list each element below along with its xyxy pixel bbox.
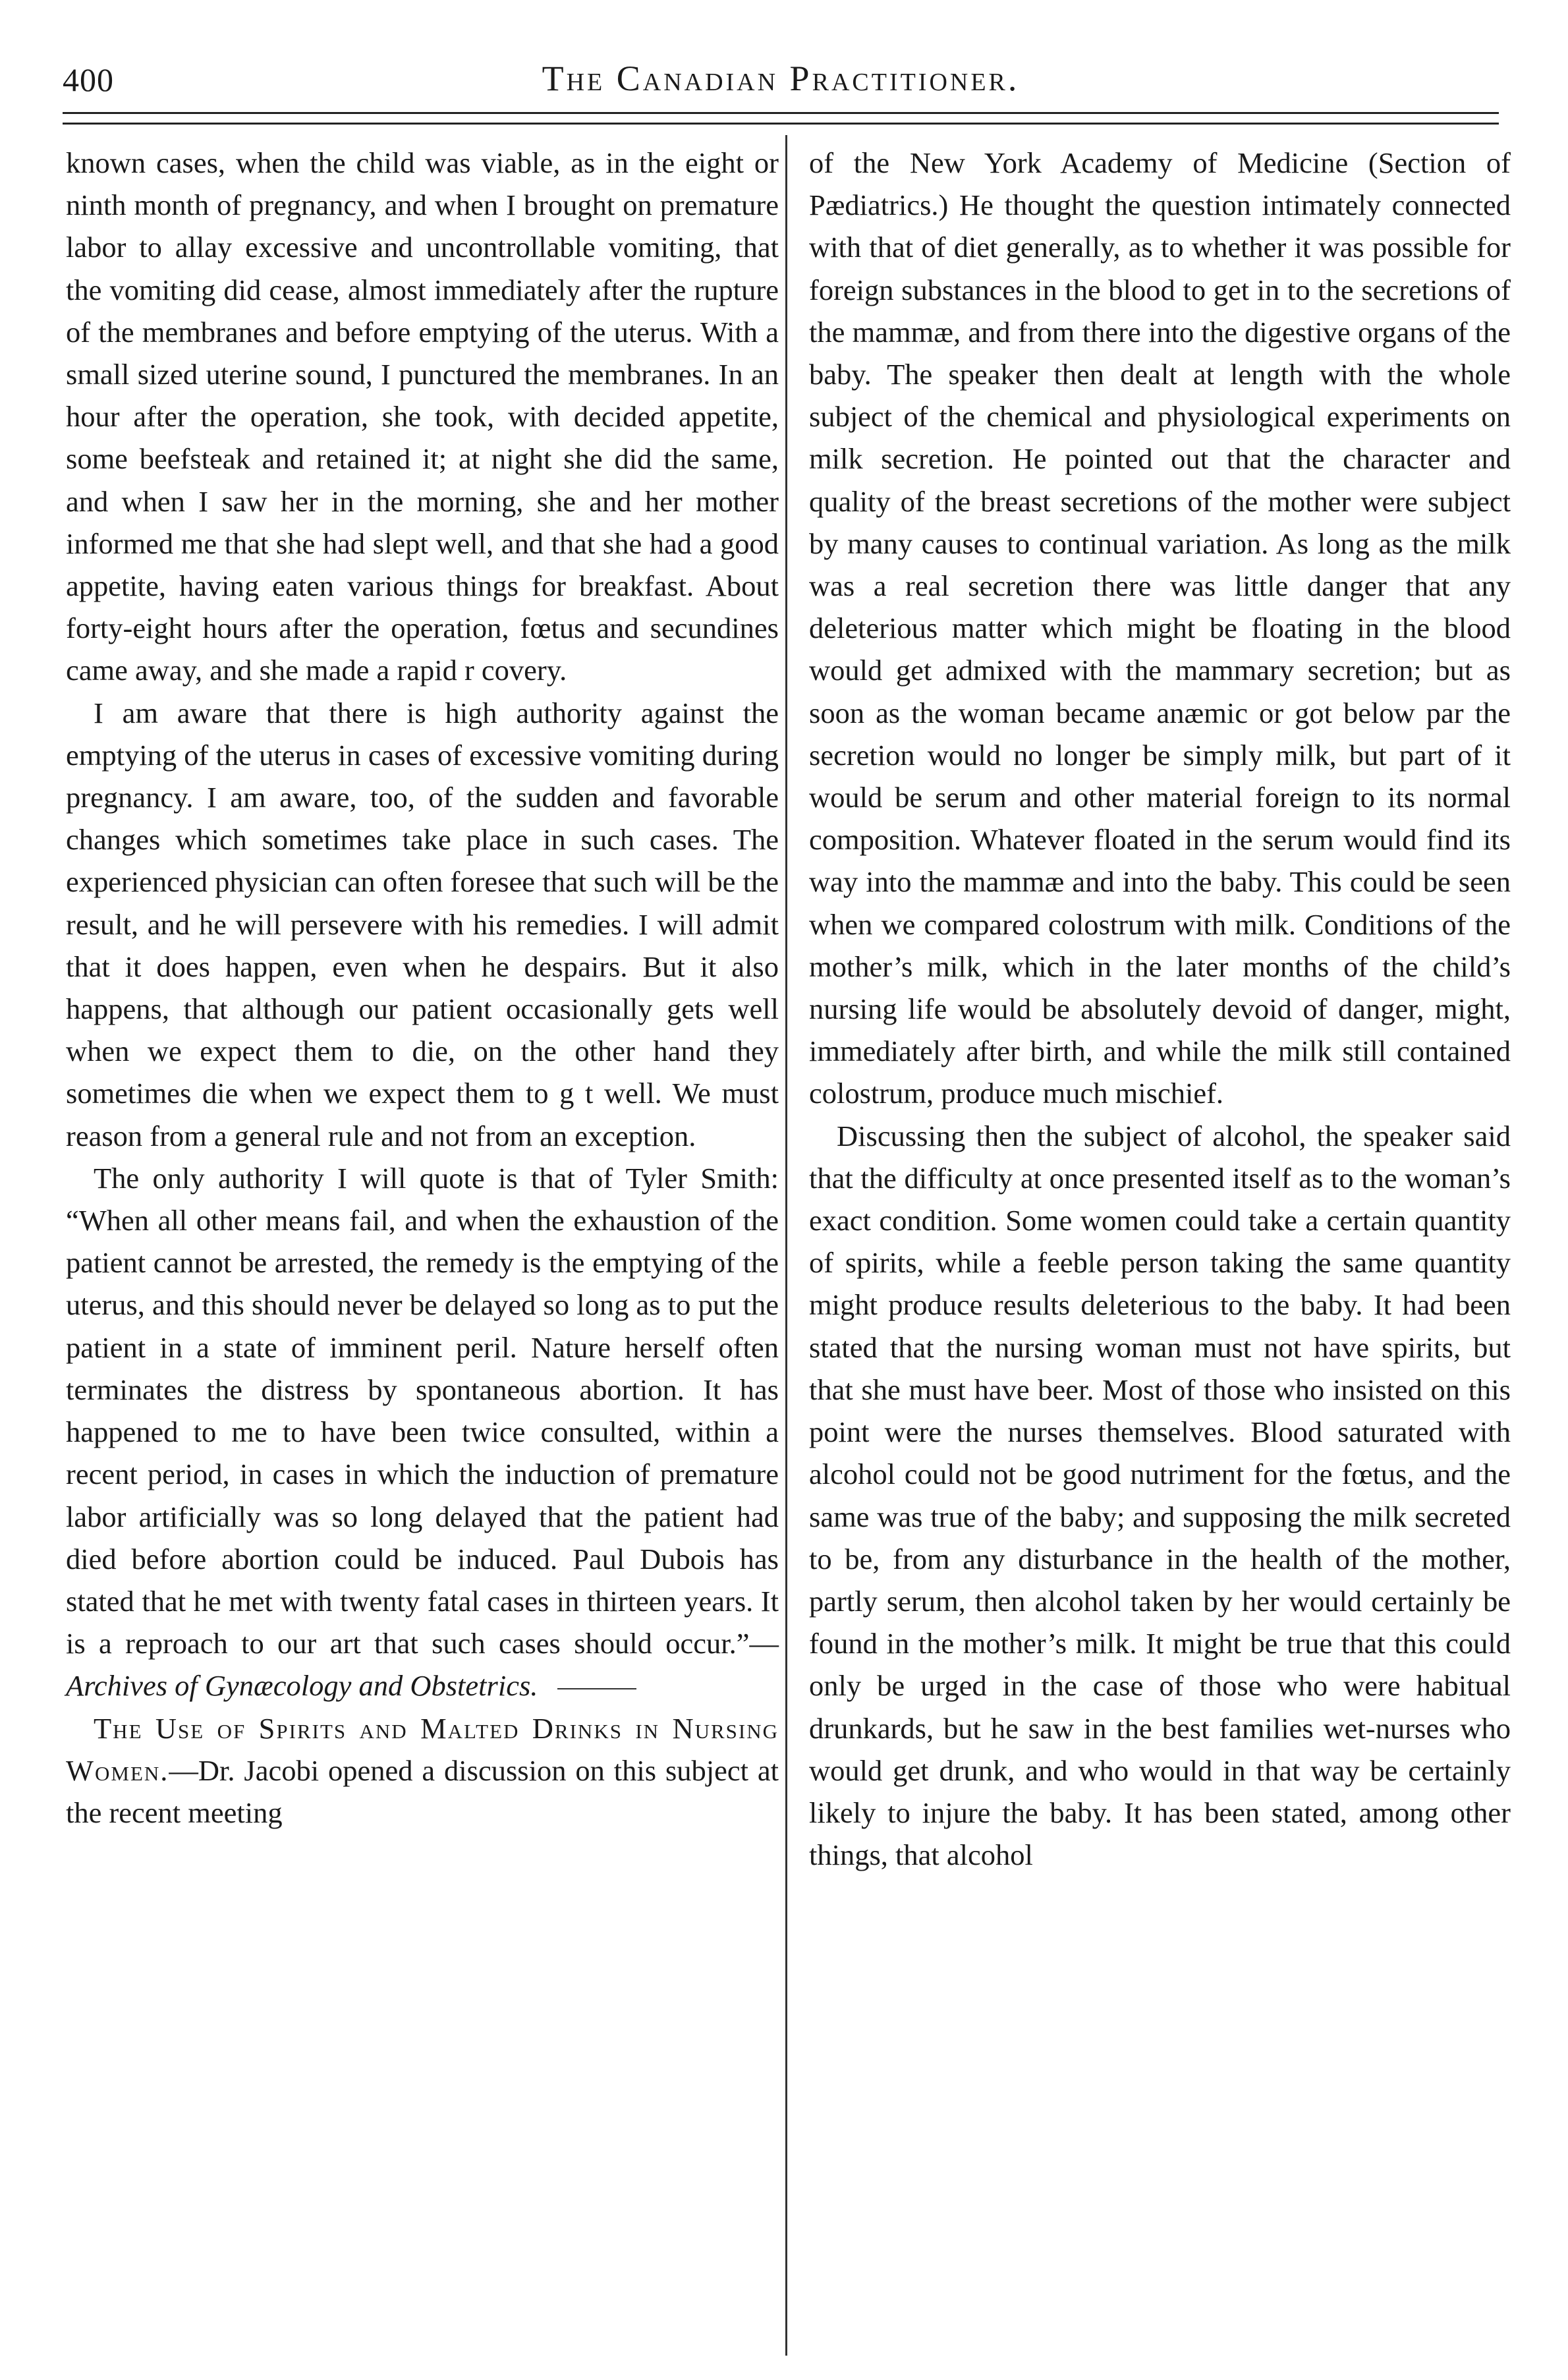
section-opening-text: —Dr. Jacobi opened a discussion on this subject at the recent meeting [66,1753,779,1829]
left-paragraph-1: known cases, when the child was viable, as in the eight or ninth month of pregnancy, and when I brought on premature labor to allay excessive and uncontrollable vomiting, that the vomiting did cease, almost immediately after the rupture of the membranes and before emptying of the uterus. With a small sized uterine sound, I punctured the membranes. In an hour after the operation, she took, with decided appetite, some beefsteak and retained it; at night she did the same, and when I saw her in the morning, she and her mother informed me that she had slept well, and that she had a good appetite, having eaten various things for breakfast. About forty-eight hours after the operation, fœtus and secundines came away, and she made a rapid r covery. [66,146,779,687]
left-paragraph-3 [66,1157,779,1707]
section-heading: The Use of Spirits and Malted Drinks in Nursing Women. [66,1711,779,1787]
page-number: 400 [63,61,114,98]
right-paragraph-2: Discussing then the subject of alcohol, the speaker said that the difficulty at once presented itself as to the woman’s exact condition. Some women could take a certain quantity of spirits, while a feeble person taking the same quantity might produce results deleterious to the baby. It had been stated that the nursing woman must not have spirits, but that she must have beer. Most of those who insisted on this point were the nurses themselves. Blood saturated with alcohol could not be good nutriment for the fœtus, and the same was true of the baby; and supposing the milk secreted to be, from any disturbance in the health of the mother, partly serum, then alcohol taken by her would certainly be found in the mother’s milk. It might be true that this could only be urged in the case of those who were habitual drunkards, but he saw in the best families wet-nurses who would get drunk, and who would in that way be certainly likely to injure the baby. It has been stated, among other things, that alcohol [809,1119,1511,1872]
section-separator [557,1688,636,1689]
quote-text: The only authority I will quote is that of Tyler Smith: “When all other means fail, and when the exhaustion of the patient cannot be arrested, the remedy is the emptying of the uterus, and this should never be delayed so long as to put the patient in a state of imminent peril. Nature herself often terminates the distress by spontaneous abortion. It has happened to me to have been twice consulted, within a recent period, in cases in which the induction of premature labor artificially was so long delayed that the patient had died before abortion could be induced. Paul Dubois has stated that he met with twenty fatal cases in thirteen years. It is a reproach to our art that such cases should occur.”— [66,1161,779,1660]
left-paragraph-4 [66,1707,779,1834]
quote-citation: Archives of Gynæcology and Obstetrics. [66,1669,538,1703]
left-paragraph-2: I am aware that there is high authority against the emptying of the uterus in cases of excessive vomiting during pregnancy. I am aware, too, of the sudden and favorable changes which sometimes take place in such cases. The experienced physician can often foresee that such will be the result, and he will persevere with his remedies. I will admit that it does happen, even when he despairs. But it also happens, that although our patient occasionally gets well when we expect them to die, on the other hand they sometimes die when we expect them to g t well. We must reason from a general rule and not from an exception. [66,696,779,1152]
running-title: The Canadian Practitioner. [542,59,1020,98]
column-divider [785,135,787,2356]
header-rule-top [63,112,1499,114]
left-column [66,142,779,1834]
page-header [63,40,1499,112]
right-column [809,142,1511,1876]
right-paragraph-1: of the New York Academy of Medicine (Section of Pædiatrics.) He thought the question intimately connected with that of diet generally, as to whether it was possible for foreign substances in the blood to get in to the secretions of the mammæ, and from there into the digestive organs of the baby. The speaker then dealt at length with the whole subject of the chemical and physiological experiments on milk secretion. He pointed out that the character and quality of the breast secretions of the mother were subject by many causes to continual variation. As long as the milk was a real secretion there was little danger that any deleterious matter which might be floating in the blood would get admixed with the mammary secretion; but as soon as the woman became anæmic or got below par the secretion would no longer be simply milk, but part of it would be serum and other material foreign to its normal composition. Whatever floated in the serum would find its way into the mammæ and into the baby. This could be seen when we compared colostrum with milk. Conditions of the mother’s milk, which in the later months of the child’s nursing life would be absolutely devoid of danger, might, immediately after birth, and while the milk still contained colostrum, produce much mischief. [809,146,1511,1110]
header-rule-bottom [63,123,1499,125]
